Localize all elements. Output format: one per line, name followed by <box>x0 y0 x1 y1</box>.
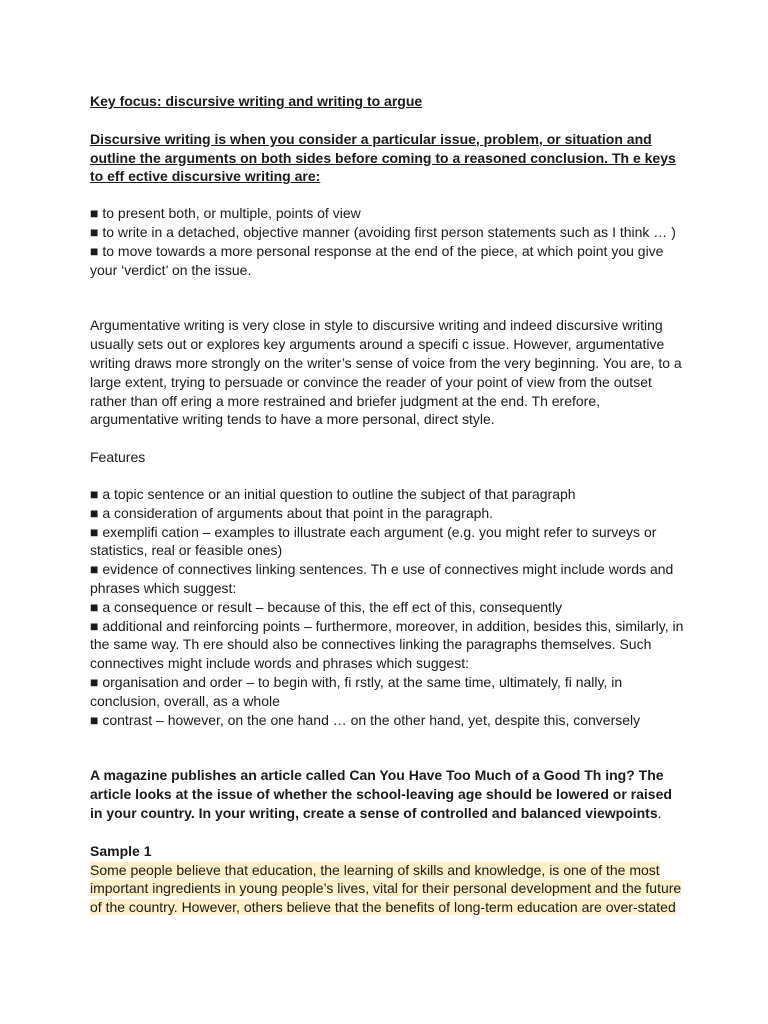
features-list <box>90 485 686 729</box>
list-item <box>90 504 686 523</box>
list-item-text: evidence of connectives linking sentences. Th e use of connectives might include words and phrases which suggest: <box>90 561 674 596</box>
list-item <box>90 598 686 617</box>
list-item-text: a consideration of arguments about that point in the paragraph. <box>102 504 494 521</box>
argumentative-paragraph: Argumentative writing is very close in style to discursive writing and indeed discursive writing usually sets out or explores key arguments around a specifi c issue. However, argumentative writing draws more strongly on the writer’s sense of voice from the very beginning. You are, to a large extent, trying to persuade or convince the reader of your point of view from the outset rather than off ering a more restrained and briefer judgment at the end. Th erefore, argumentative writing tends to have a more personal, direct style. <box>90 317 682 428</box>
task-prompt-text: A magazine publishes an article called Can You Have Too Much of a Good Th ing? The article looks at the issue of whether the school-leaving age should be lowered or raised in your country. In your writing, create a sense of controlled and balanced viewpoints <box>90 767 672 821</box>
bullet-icon: ■ <box>90 485 99 502</box>
list-item-text: to write in a detached, objective manner (avoiding first person statements such as I think … ) <box>102 223 676 240</box>
list-item <box>90 673 686 711</box>
task-prompt <box>90 766 686 822</box>
list-item-text: exemplifi cation – examples to illustrate each argument (e.g. you might refer to surveys or statistics, real or feasible ones) <box>90 523 657 559</box>
features-label: Features <box>90 449 146 466</box>
bullet-icon: ■ <box>90 205 99 222</box>
bullet-icon: ■ <box>90 561 99 578</box>
list-item-text: organisation and order – to begin with, fi rstly, at the same time, ultimately, fi nally, in conclusion, overall, as a whole <box>90 673 623 709</box>
list-item-text: a consequence or result – because of this, the eff ect of this, consequently <box>102 598 563 615</box>
bullet-icon: ■ <box>90 223 99 240</box>
bullet-icon: ■ <box>90 711 99 728</box>
sample-text <box>90 861 686 917</box>
document-body <box>90 92 686 917</box>
list-item <box>90 560 686 598</box>
list-item-text: additional and reinforcing points – furthermore, moreover, in addition, besides this, similarly, in the same way. Th ere should also be connectives linking the paragraphs themselves. Such connectives might include words and phrases which suggest: <box>90 617 684 672</box>
bullet-icon: ■ <box>90 617 99 634</box>
intro-paragraph: Discursive writing is when you consider a particular issue, problem, or situation and outline the arguments on both sides before coming to a reasoned conclusion. Th e keys to eff ective discursive writing are: <box>90 130 676 185</box>
list-item <box>90 242 686 280</box>
list-item-text: to present both, or multiple, points of view <box>102 205 361 222</box>
list-item <box>90 223 686 242</box>
keys-list <box>90 204 686 279</box>
bullet-icon: ■ <box>90 523 99 540</box>
bullet-icon: ■ <box>90 504 99 521</box>
list-item <box>90 711 686 730</box>
list-item <box>90 617 686 673</box>
page-heading: Key focus: discursive writing and writing to argue <box>90 93 423 109</box>
task-prompt-period: . <box>657 804 662 821</box>
highlighted-sample-text: Some people believe that education, the learning of skills and knowledge, is one of the most important ingredients in young people’s lives, vital for their personal development and the future of the country. However, others believe that the benefits of long-term education are over-stated <box>90 861 682 916</box>
list-item <box>90 523 686 561</box>
bullet-icon: ■ <box>90 673 99 690</box>
list-item-text: to move towards a more personal response at the end of the piece, at which point you give your ‘verdict’ on the issue. <box>90 242 664 278</box>
bullet-icon: ■ <box>90 598 99 615</box>
bullet-icon: ■ <box>90 242 99 259</box>
sample-title: Sample 1 <box>90 842 152 859</box>
list-item-text: a topic sentence or an initial question to outline the subject of that paragraph <box>102 485 576 502</box>
list-item-text: contrast – however, on the one hand … on the other hand, yet, despite this, conversely <box>102 711 641 728</box>
list-item <box>90 204 686 223</box>
list-item <box>90 485 686 504</box>
